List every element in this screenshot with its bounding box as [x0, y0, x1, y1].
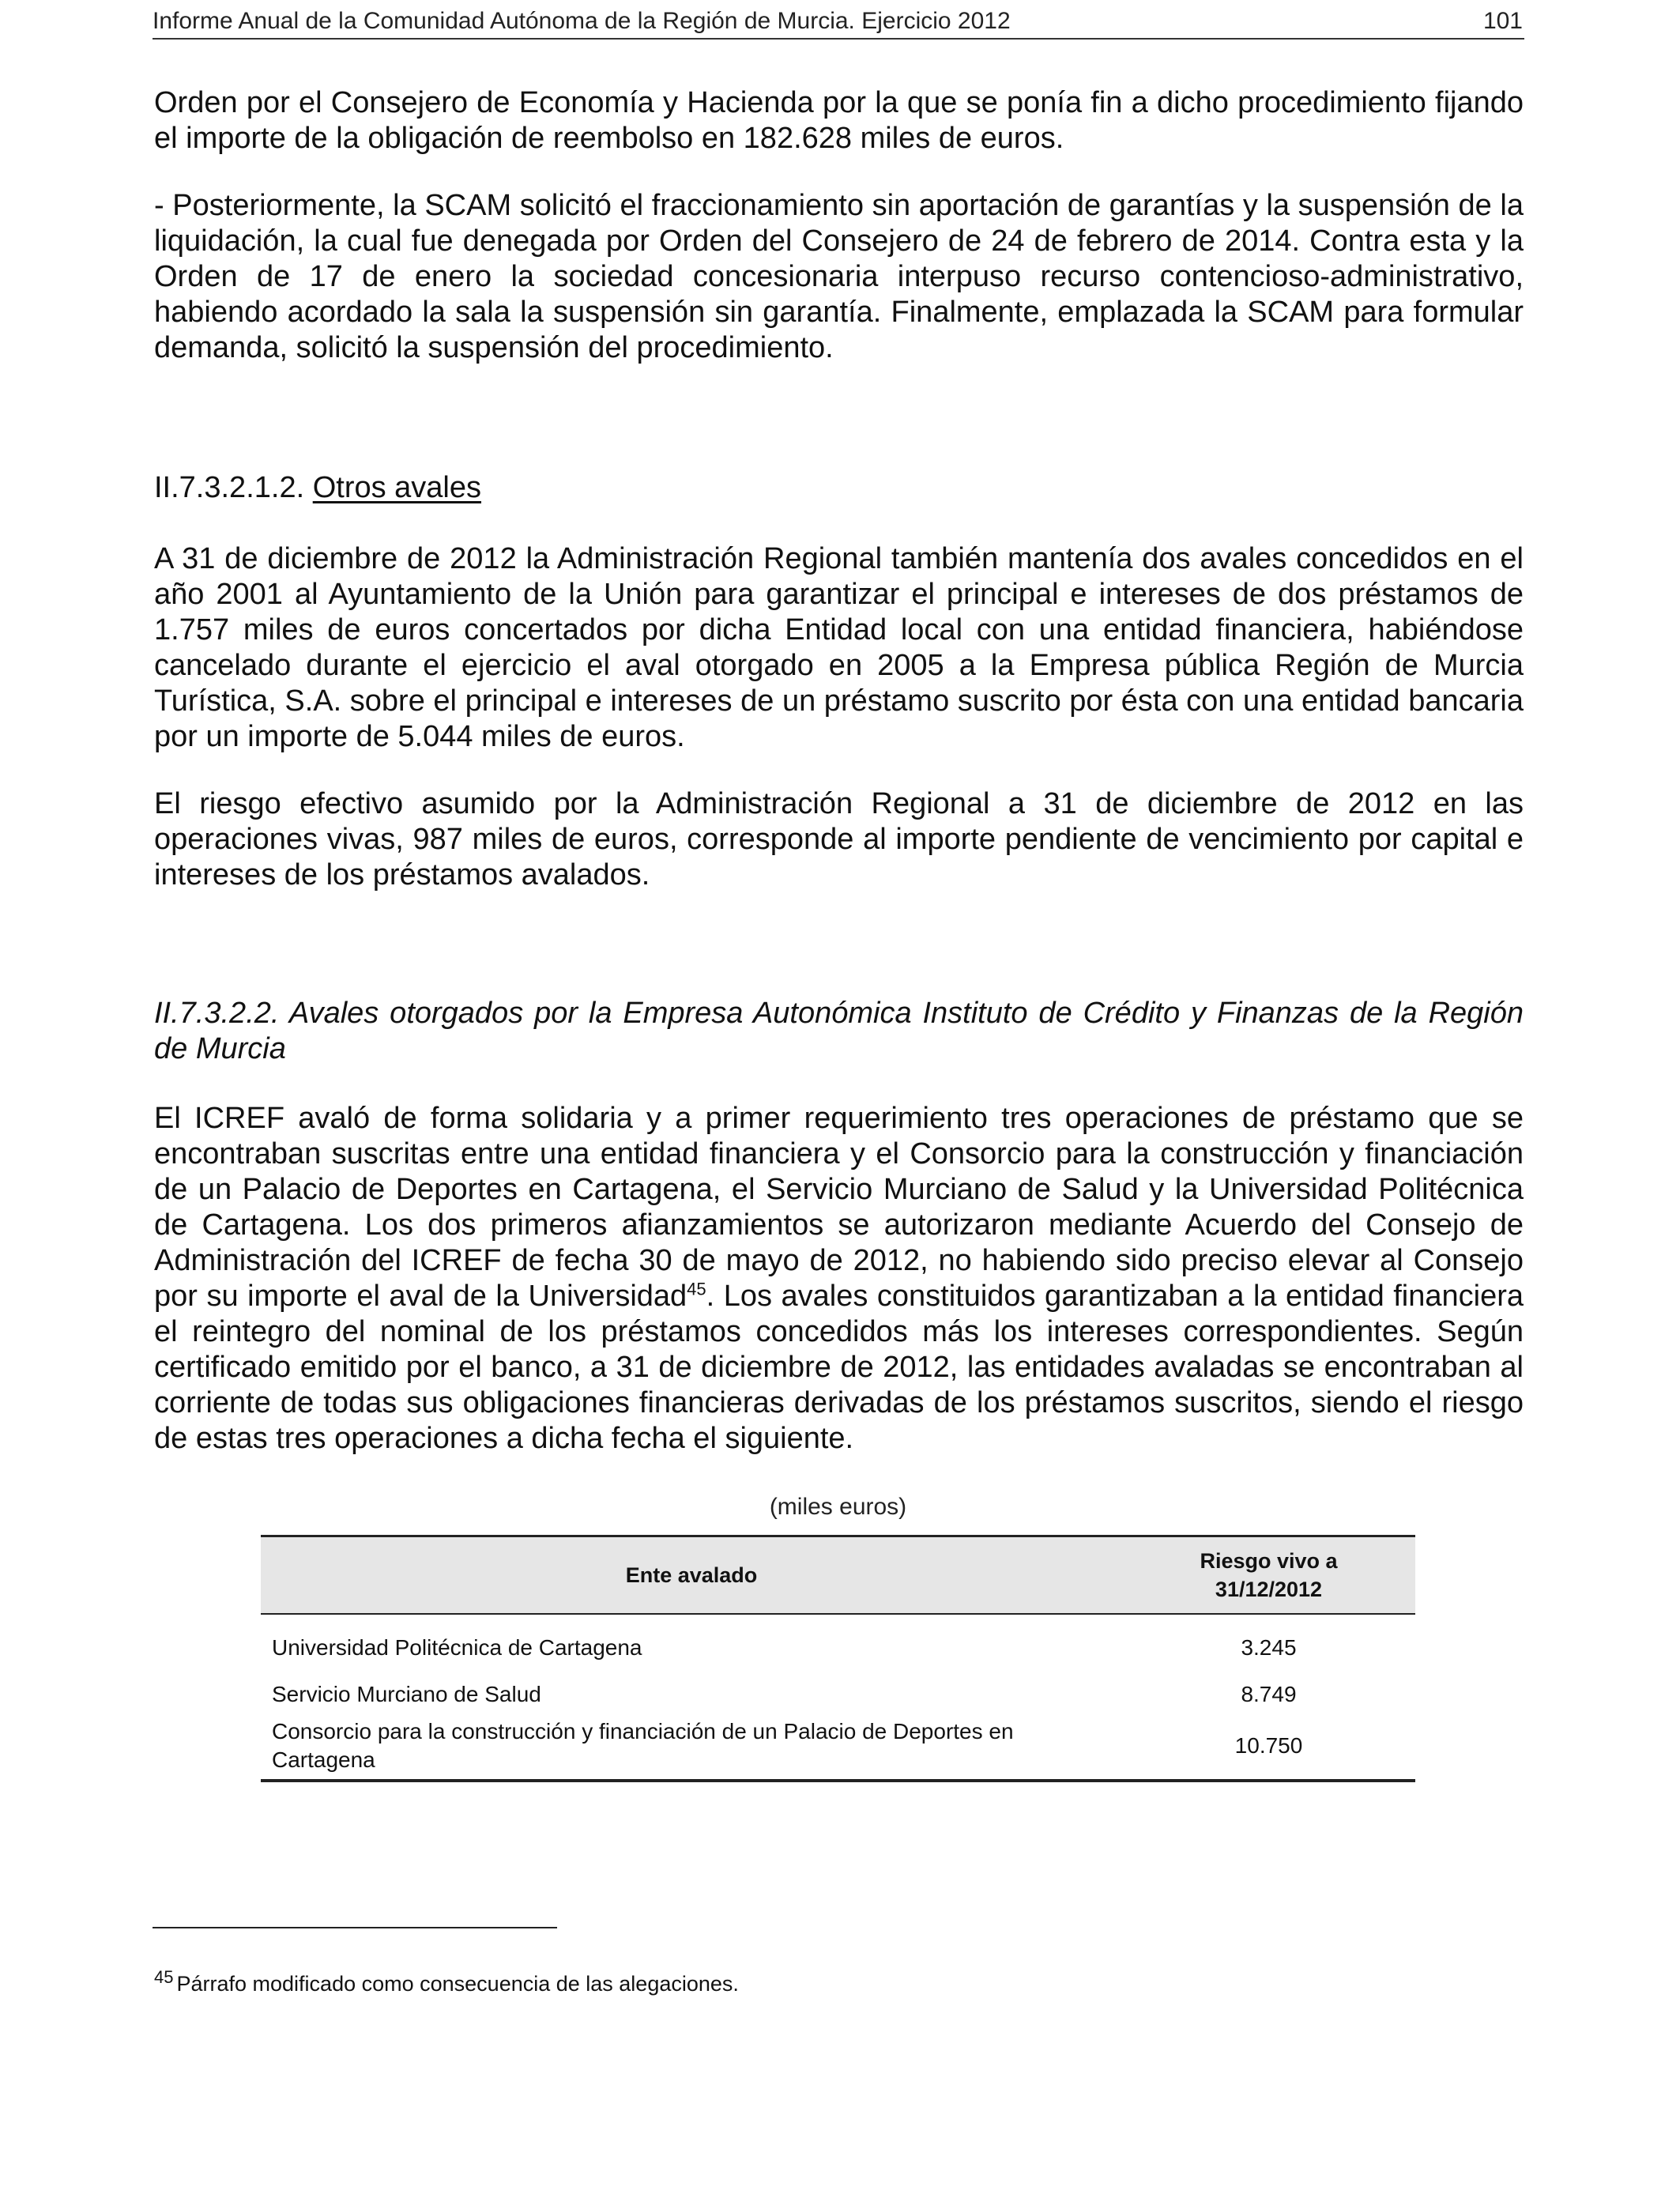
table-row [261, 1717, 1415, 1781]
paragraph-posteriormente-scam: - Posteriormente, la SCAM solicitó el fraccionamiento sin aportación de garantías y la suspensión de la liquidación, la cual fue denegada por Orden del Consejero de 24 de febrero de 2014. Contra esta y la Orden de 17 de enero la sociedad concesionaria interpuso recurso contencioso-administrativo, habiendo acordado la sala la suspensión sin garantía. Finalmente, emplazada la SCAM para formular demanda, solicitó la suspensión del procedimiento. [154, 189, 1524, 364]
header-title: Informe Anual de la Comunidad Autónoma de la Región de Murcia. Ejercicio 2012 [153, 8, 1011, 34]
footnote-number: 45 [154, 1967, 174, 1987]
paragraph-icref-part2: . Los avales constituidos garantizaban a la entidad financiera el reintegro del nominal de los préstamos concedidos más los intereses correspondientes. Según certificado emitido por el banco, a 31 de diciembre de 2012, las entidades avaladas se encontraban al corriente de todas sus obligaciones financieras derivadas de los préstamos suscritos, siendo el riesgo de estas tres operaciones a dicha fecha el siguiente. [154, 1280, 1524, 1455]
footnote-reference[interactable]: 45 [687, 1279, 706, 1299]
section-heading-icref: II.7.3.2.2. Avales otorgados por la Empresa Autonómica Instituto de Crédito y Finanzas de la Región de Murcia [154, 997, 1524, 1065]
cell-ente: Servicio Murciano de Salud [272, 1681, 541, 1706]
table-header-row [261, 1536, 1415, 1615]
cell-riesgo: 3.245 [1241, 1634, 1297, 1660]
cell-riesgo: 8.749 [1241, 1681, 1297, 1706]
section-heading-otros-avales [154, 470, 1524, 506]
cell-riesgo: 10.750 [1122, 1717, 1415, 1781]
column-header-riesgo [1122, 1536, 1415, 1615]
column-header-ente: Ente avalado [261, 1536, 1122, 1615]
running-header [153, 5, 1524, 40]
paragraph-orden-reembolso: Orden por el Consejero de Economía y Hacienda por la que se ponía fin a dicho procedimiento fijando el importe de la obligación de reembolso en 182.628 miles de euros. [154, 86, 1524, 155]
paragraph-icref-part1: El ICREF avaló de forma solidaria y a primer requerimiento tres operaciones de préstamo que se encontraban suscritas entre una entidad financiera y el Consorcio para la construcción y financiación de un Palacio de Deportes en Cartagena, el Servicio Murciano de Salud y la Universidad Politécnica de Cartagena. Los dos primeros afianzamientos se autorizaron mediante Acuerdo del Consejo de Administración del ICREF de fecha 30 de mayo de 2012, no habiendo sido preciso elevar al Consejo por su importe el aval de la Universidad [154, 1102, 1524, 1313]
cell-ente: Universidad Politécnica de Cartagena [272, 1634, 642, 1660]
section-number: II.7.3.2.1.2. [154, 471, 305, 504]
column-header-riesgo-line2: 31/12/2012 [1215, 1578, 1323, 1601]
cell-ente: Consorcio para la construcción y financiación de un Palacio de Deportes en Cartagena [261, 1717, 1122, 1781]
footnote [154, 1967, 1524, 1998]
column-header-riesgo-line1: Riesgo vivo a [1200, 1549, 1338, 1573]
section-title: Otros avales [312, 471, 482, 504]
paragraph-otros-avales-1: A 31 de diciembre de 2012 la Administración Regional también mantenía dos avales concedidos en el año 2001 al Ayuntamiento de la Unión para garantizar el principal e intereses de dos préstamos de 1.757 miles de euros concertados por dicha Entidad local con una entidad financiera, habiéndose cancelado durante el ejercicio el aval otorgado en 2005 a la Empresa pública Región de Murcia Turística, S.A. sobre el principal e intereses de un préstamo suscrito por ésta con una entidad bancaria por un importe de 5.044 miles de euros. [154, 542, 1524, 753]
footnote-text: Párrafo modificado como consecuencia de las alegaciones. [176, 1972, 739, 1996]
table-units-caption: (miles euros) [769, 1494, 907, 1520]
table-row [261, 1614, 1415, 1671]
table-row [261, 1671, 1415, 1717]
footnote-separator [153, 1927, 557, 1928]
paragraph-icref [154, 1101, 1524, 1457]
risk-table [261, 1535, 1415, 1782]
paragraph-otros-avales-2: El riesgo efectivo asumido por la Administración Regional a 31 de diciembre de 2012 en las operaciones vivas, 987 miles de euros, corresponde al importe pendiente de vencimiento por capital e intereses de los préstamos avalados. [154, 787, 1524, 892]
page-number: 101 [1482, 8, 1523, 34]
